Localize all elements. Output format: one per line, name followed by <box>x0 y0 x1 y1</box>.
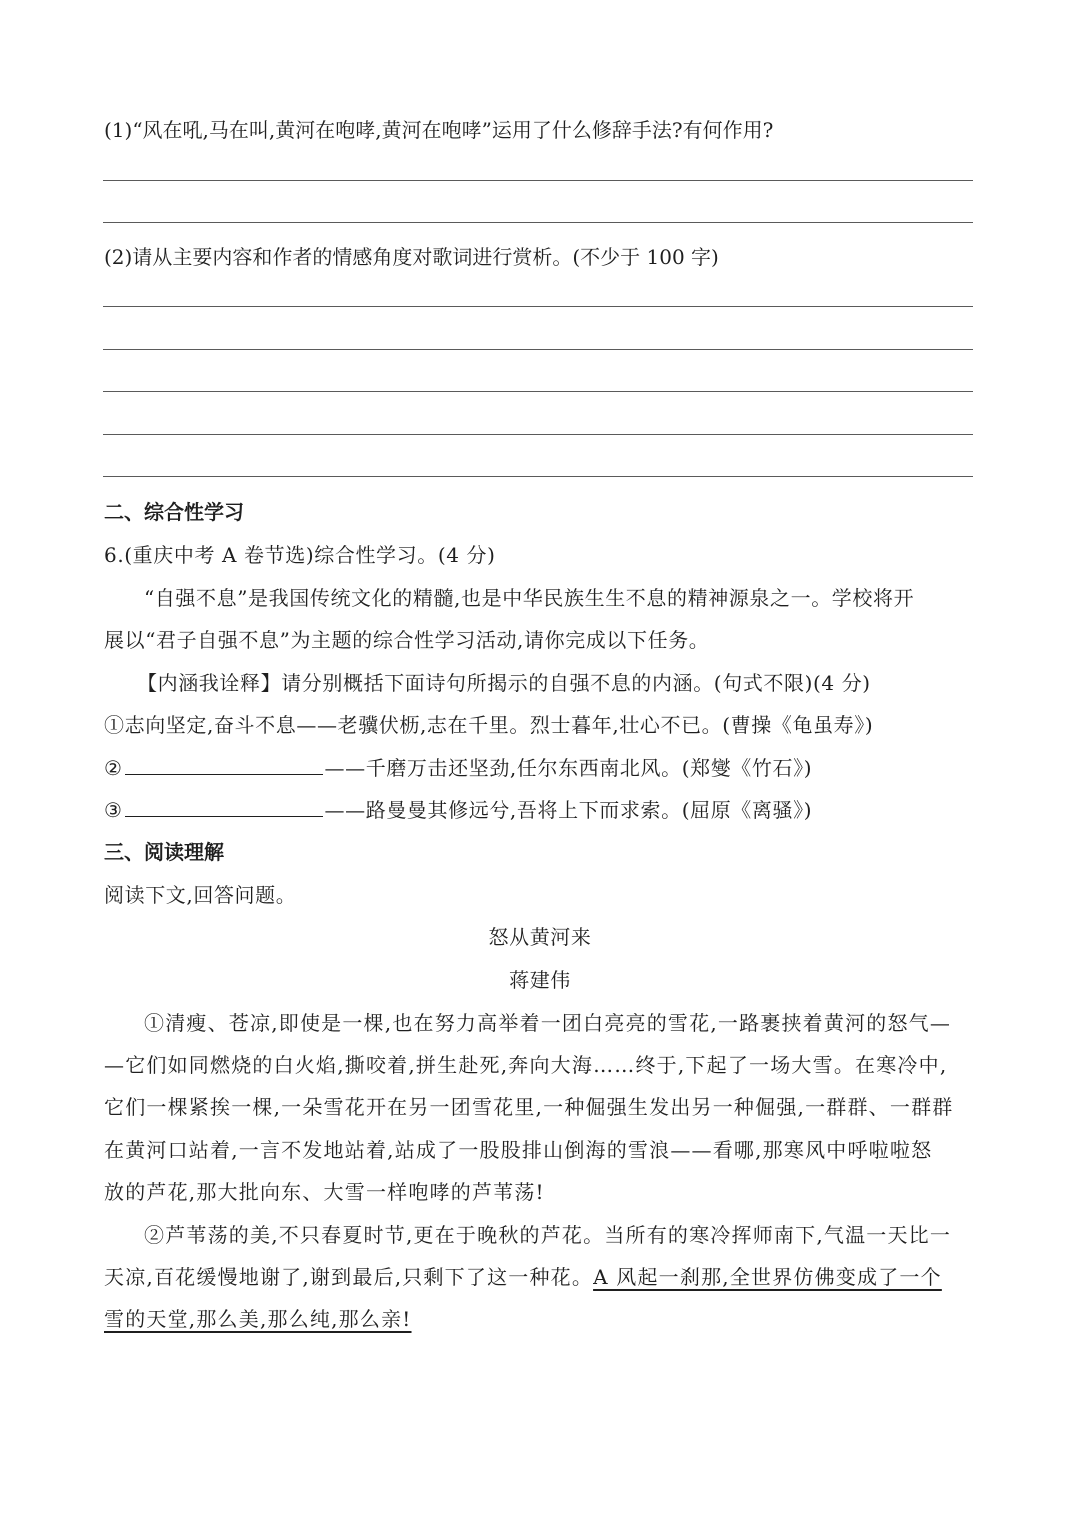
item-text: ——千磨万击还坚劲,任尔东西南北风。(郑燮《竹石》) <box>324 756 813 780</box>
underlined-sentence-a: A 风起一刹那,全世界仿佛变成了一个 <box>593 1265 942 1289</box>
paragraph-2-line <box>104 1261 942 1290</box>
paragraph-1-line: 在黄河口站着,一言不发地站着,站成了一股股排山倒海的雪浪——看哪,那寒风中呼啦啦怒 <box>104 1138 933 1162</box>
underlined-sentence-a-cont: 雪的天堂,那么美,那么纯,那么亲! <box>104 1307 412 1331</box>
question-1: (1)“风在吼,马在叫,黄河在咆哮,黄河在咆哮”运用了什么修辞手法?有何作用? <box>104 118 774 142</box>
answer-line[interactable] <box>103 306 973 307</box>
answer-line[interactable] <box>103 180 973 181</box>
fill-item-3 <box>104 794 812 823</box>
paragraph-2-line: ②芦苇荡的美,不只春夏时节,更在于晚秋的芦花。当所有的寒冷挥师南下,气温一天比一 <box>144 1223 952 1247</box>
article-title: 怒从黄河来 <box>488 925 592 949</box>
paragraph-2-text: 天凉,百花缓慢地谢了,谢到最后,只剩下了这一种花。 <box>104 1265 594 1289</box>
answer-line[interactable] <box>103 476 973 477</box>
section-heading-2: 二、综合性学习 <box>104 500 244 524</box>
answer-line[interactable] <box>103 349 973 350</box>
question-2: (2)请从主要内容和作者的情感角度对歌词进行赏析。(不少于 100 字) <box>104 245 719 269</box>
paragraph-1-line: ①清瘦、苍凉,即使是一棵,也在努力高举着一团白亮亮的雪花,一路裹挟着黄河的怒气— <box>144 1011 952 1035</box>
task-instruction: 【内涵我诠释】请分别概括下面诗句所揭示的自强不息的内涵。(句式不限)(4 分) <box>137 671 871 695</box>
item-number: ③ <box>104 798 123 822</box>
item-text: ——路曼曼其修远兮,吾将上下而求索。(屈原《离骚》) <box>324 798 813 822</box>
answer-line[interactable] <box>103 434 973 435</box>
example-item-1: ①志向坚定,奋斗不息——老骥伏枥,志在千里。烈士暮年,壮心不已。(曹操《龟虽寿》) <box>104 713 874 737</box>
fill-blank-3[interactable] <box>125 794 323 817</box>
answer-line[interactable] <box>103 391 973 392</box>
fill-item-2 <box>104 752 812 781</box>
paragraph-2-line <box>104 1303 412 1332</box>
intro-line-2: 展以“君子自强不息”为主题的综合性学习活动,请你完成以下任务。 <box>104 628 710 652</box>
paragraph-1-line: 放的芦花,那大批向东、大雪一样咆哮的芦苇荡! <box>104 1180 545 1204</box>
fill-blank-2[interactable] <box>125 752 323 775</box>
article-author: 蒋建伟 <box>509 968 571 992</box>
intro-line-1: “自强不息”是我国传统文化的精髓,也是中华民族生生不息的精神源泉之一。学校将开 <box>144 586 915 610</box>
item-number: ② <box>104 756 123 780</box>
answer-line[interactable] <box>103 222 973 223</box>
question-6-title: 6.(重庆中考 A 卷节选)综合性学习。(4 分) <box>104 543 496 567</box>
paragraph-1-line: 它们一棵紧挨一棵,一朵雪花开在另一团雪花里,一种倔强生发出另一种倔强,一群群、一群群 <box>104 1095 954 1119</box>
paragraph-1-line: —它们如同燃烧的白火焰,撕咬着,拼生赴死,奔向大海……终于,下起了一场大雪。在寒冷中, <box>104 1053 948 1077</box>
section-heading-3: 三、阅读理解 <box>104 840 224 864</box>
reading-instruction: 阅读下文,回答问题。 <box>104 883 297 907</box>
